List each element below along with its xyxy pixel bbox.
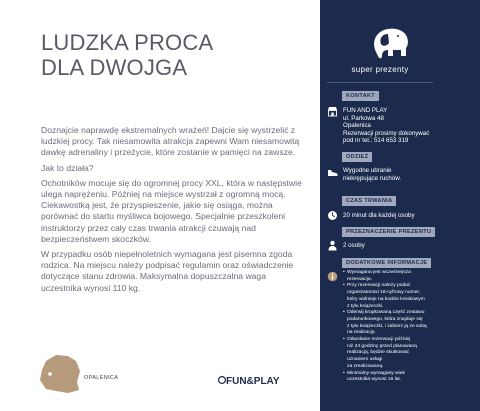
list-item-line: na realizację. [347,330,376,336]
how-it-works-heading: Jak to działa? [41,162,94,173]
list-item-line: • Odwołanie rezerwacji później [347,337,411,343]
list-item-line: z tyłu książeczki. [347,303,384,309]
shoe-icon [327,167,338,178]
czas-line: 20 minut dla każdej osoby [343,212,415,219]
list-item-line: który widnieje na kodzie kreskowym [347,296,425,302]
list-item [343,283,455,310]
title-line-2: DLA DWOJGA [41,55,188,80]
list-item-line: uznaniem usługi [347,357,383,363]
czas-heading: CZAS TRWANIA [342,196,396,206]
how-it-works-paragraph: Ochotników mocuje się do ogromnej procy XXL, która w następstwie ulega naprężeniu. Później na miejsce wystrzał z ogromną mocą. Ciekawostką jest, że przyspieszenie, jakie się osiąga, można porównać do startu myśliwca bojowego. Specjalnie przeszkoleni instruktorzy przez cały czas trwania atrakcji czuwają nad bezpieczeństwem skoczków. [41,177,302,244]
list-item-line: uczestnika wynosi 16 lat. [347,377,402,383]
kontakt-line: ul. Parkowa 48 [343,114,384,122]
fun-and-play-logo-text: FUN&PLAY [226,376,280,387]
list-item-line: • Oderwij kropkowaną część zestawu [347,310,425,316]
kontakt-line: Rezerwacji prosimy dokonywać [343,129,430,137]
list-item-line: organizatorowi 18-cyfrowy numer, [347,290,421,296]
kontakt-line: Opalenica [343,122,371,130]
odziez-line: niekrępujące ruchów. [343,174,402,182]
przeznaczenie-line: 2 osoby [343,242,365,249]
odziez-details [343,167,453,182]
brand-divider [327,82,433,83]
intro-paragraph: Doznajcie naprawdę ekstremalnych wrażeń! Dajcie się wystrzelić z ludzkiej procy. Tak niesamowita atrakcja zapewni Wam niesamowitą dawkę adrenaliny i przeżycie, które zostanie w pamięci na zawsze. [41,125,300,158]
list-item-line: • Minimalny wymagany wiek [347,370,405,376]
dodatkowe-heading: DODATKOWE INFORMACJE [342,258,431,268]
requirements-paragraph: W przypadku osób niepełnoletnich wymagana jest pisemna zgoda rodzica. Na miejscu należy podpisać regulamin oraz oświadczenie dotyczące stanu zdrowia. Maksymalna dopuszczalna waga uczestnika wynosi 110 kg. [41,249,294,293]
list-item [343,310,455,337]
list-item [343,337,455,371]
info-icon [327,271,338,282]
kontakt-line: FUN AND PLAY [343,107,388,114]
kontakt-heading: KONTAKT [342,91,379,101]
dodatkowe-list [343,270,455,384]
list-item-line: • Przy rezerwacji należy podać [347,283,411,289]
list-item-line: • Wymagana jest wcześniejsza [347,270,411,275]
czas-details [343,212,453,220]
odziez-heading: ODZIEŻ [342,152,372,162]
title-line-1: LUDZKA PROCA [41,30,214,55]
list-item [343,371,455,384]
brand-name: super prezenty [351,65,409,74]
list-item-line: za zrealizowaną. [347,363,384,369]
kontakt-line: pod nr tel.: 514 653 319 [343,137,409,145]
list-item [343,270,455,283]
kontakt-details [343,107,453,145]
elephant-icon [362,22,424,62]
list-item-line: z tyłu książeczki, i zabierz ją ze sobą [347,323,427,329]
poland-map-icon [36,349,84,397]
fun-and-play-logo [218,371,280,389]
list-item-line: rezerwacja. [347,276,373,282]
przeznaczenie-details [343,242,453,250]
list-item-line: niż 24 godziny przed planowaną [347,343,417,349]
list-item-line: realizacją, będzie skutkować [347,350,409,356]
page-title [41,30,301,80]
przeznaczenie-heading: PRZEZNACZENIE PREZENTU [342,227,435,237]
description [41,125,306,298]
list-item-line: podarunkowego, która znajduje się [347,316,423,322]
clock-icon [327,210,338,221]
odziez-line: Wygodne ubranie [343,167,392,174]
shop-icon [327,106,338,117]
people-icon [327,240,338,251]
location-label: OPALENICA [84,375,119,381]
